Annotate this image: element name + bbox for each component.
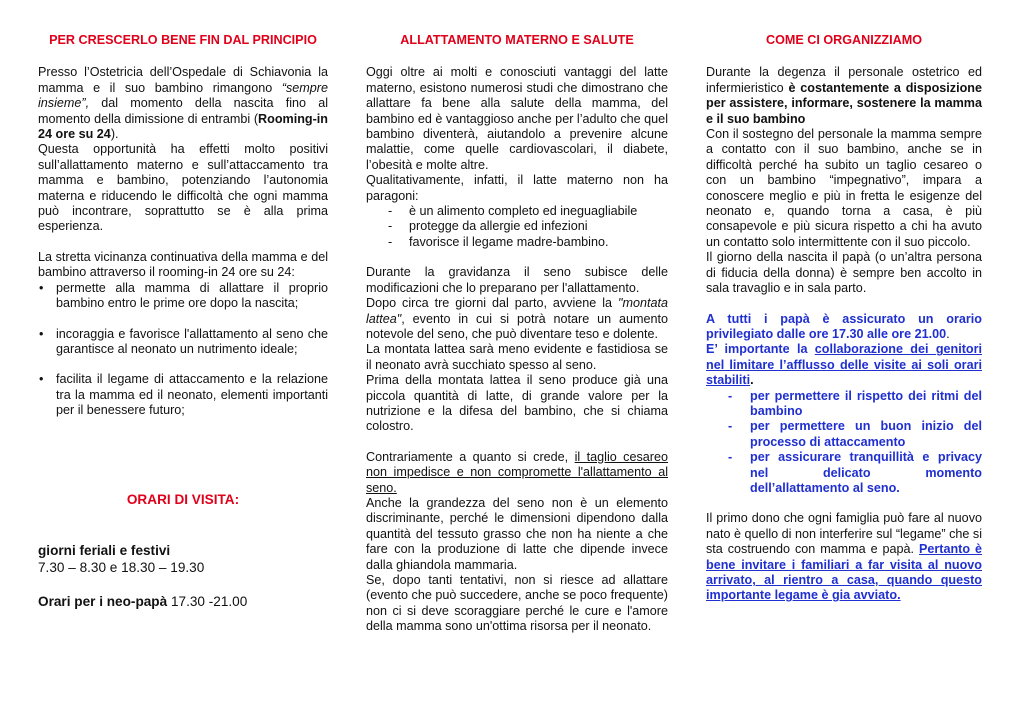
paragraph-studies: Oggi oltre ai molti e conosciuti vantaggi del latte materno, esistono numerosi studi che dimostrano che allattare fa bene alla salute della mamma, del bambino ed è vantaggioso anche per l’adulto che quel bambino diventerà, aiutandolo a prevenire alcune malattie, come quelle cardiovascolari, il diabete, l’obesità e molte altre. — [366, 65, 668, 172]
list-item: - è un alimento completo ed ineguagliabile — [409, 204, 668, 219]
list-item: - per permettere un buon inizio del processo di attaccamento — [750, 419, 982, 450]
reasons-list — [706, 389, 982, 497]
heading-organization: COME CI ORGANIZZIAMO — [765, 33, 922, 47]
paragraph-encouragement: Se, dopo tanti tentativi, non si riesce ad allattare (evento che può succedere, anche se poco frequente) non ci si deve scoraggiare perché le cure e l'amore della mamma sono un'ottima risorsa per il neonato. — [366, 573, 668, 634]
list-item: • incoraggia e favorisce l'allattamento al seno che garantisce al neonato un nutrimento ideale; — [56, 327, 328, 358]
paragraph-gift: Il primo dono che ogni famiglia può fare al nuovo nato è quello di non interferire sul “legame” che si sta costruendo con mamma e papà. Pertanto è bene invitare i familiari a far visita al nuovo arrivato, al rientro a casa, quando questo importante legame è gia avviato. — [706, 511, 982, 603]
column-breastfeeding — [366, 33, 668, 635]
heading-breastfeeding: ALLATTAMENTO MATERNO E SALUTE — [400, 33, 634, 47]
paragraph-benefits: Questa opportunità ha effetti molto positivi sull’allattamento materno e sull’attaccamento tra mamma e bambino, potenziando l’autonomia materna e riducendo le difficoltà che ogni mamma può incontrare, soprattutto se è alla prima esperienza. — [38, 142, 328, 234]
visiting-hours-title: ORARI DI VISITA: — [126, 491, 240, 507]
weekday-hours: 7.30 – 8.30 e 18.30 – 19.30 — [38, 559, 205, 575]
paragraph-support: Con il sostegno del personale la mamma sempre a contatto con il suo bambino, anche se in difficoltà perché ha subito un taglio cesareo o con un bambino “impegnativo”, impara a conoscere meglio e più in fretta le esigenze del neonato e, quando torna a casa, è più consapevole e più sicura rispetto a chi ha avuto un contatto solo intermittente con il suo piccolo. — [706, 127, 982, 249]
paragraph-milk-coming-in: Dopo circa tre giorni dal parto, avviene la "montata lattea", evento in cui si potrà notare un aumento notevole del seno, che può diventare teso e dolente. — [366, 296, 668, 341]
paragraph-father-hours: A tutti i papà è assicurato un orario privilegiato dalle ore 17.30 alle ore 21.00. — [706, 311, 982, 341]
paragraph-staff: Durante la degenza il personale ostetrico ed infermieristico è costantemente a disposizione per assistere, informare, sostenere la mamma e il suo bambino — [706, 65, 982, 126]
heading-rooming-in: PER CRESCERLO BENE FIN DAL PRINCIPIO — [49, 33, 317, 47]
paragraph-father: Il giorno della nascita il papà (o un’altra persona di fiducia della donna) è sempre ben accolto in sala travaglio e in sala parto. — [706, 250, 982, 296]
column-organization — [706, 33, 982, 604]
paragraph-closeness: La stretta vicinanza continuativa della mamma e del bambino attraverso il rooming-in 24 ore su 24: — [38, 249, 328, 280]
paragraph-pregnancy: Durante la gravidanza il seno subisce delle modificazioni che lo preparano per l'allattamento. — [366, 265, 668, 295]
list-item: - per permettere il rispetto dei ritmi del bambino — [750, 389, 982, 420]
list-item: • facilita il legame di attaccamento e la relazione tra la mamma ed il neonato, elementi importanti per il benessere futuro; — [56, 372, 328, 418]
paragraph-cooperation: E’ importante la collaborazione dei genitori nel limitare l’afflusso delle visite ai soli orari stabiliti. — [706, 342, 982, 388]
benefit-list — [38, 281, 328, 419]
column-rooming-in — [38, 33, 328, 610]
paragraph-colostrum: Prima della montata lattea il seno produce già una piccola quantità di latte, di grande valore per la nutrizione e la difesa del bambino, che si chiama colostro. — [366, 373, 668, 434]
list-item: - favorisce il legame madre-bambino. — [409, 235, 668, 250]
paragraph-quality: Qualitativamente, infatti, il latte materno non ha paragoni: — [366, 173, 668, 203]
dad-hours: Orari per i neo-papà 17.30 -21.00 — [38, 593, 248, 609]
weekday-label: giorni feriali e festivi — [38, 542, 171, 558]
list-item: • permette alla mamma di allattare il proprio bambino entro le prime ore dopo la nascita; — [56, 281, 328, 312]
paragraph-less-discomfort: La montata lattea sarà meno evidente e fastidiosa se il neonato avrà succhiato spesso al seno. — [366, 342, 668, 372]
paragraph-breast-size: Anche la grandezza del seno non è un elemento discriminante, perché le dimensioni dipendono dalla quantità del tessuto grasso che non ha niente a che fare con la produzione di latte che dipende invece dalla ghiandola mammaria. — [366, 495, 668, 572]
milk-benefits-list — [366, 204, 668, 250]
paragraph-intro: Presso l’Ostetricia dell’Ospedale di Schiavonia la mamma e il suo bambino rimangono “sempre insieme”, dal momento della nascita fino al momento della dimissione di entrambi (Rooming-in 24 ore su 24). — [38, 65, 328, 142]
list-item: - protegge da allergie ed infezioni — [409, 219, 668, 234]
paragraph-cesarean: Contrariamente a quanto si crede, il taglio cesareo non impedisce e non compromette l'allattamento al seno. — [366, 449, 668, 495]
list-item: - per assicurare tranquillità e privacy nel delicato momento dell’allattamento al seno. — [750, 450, 982, 496]
